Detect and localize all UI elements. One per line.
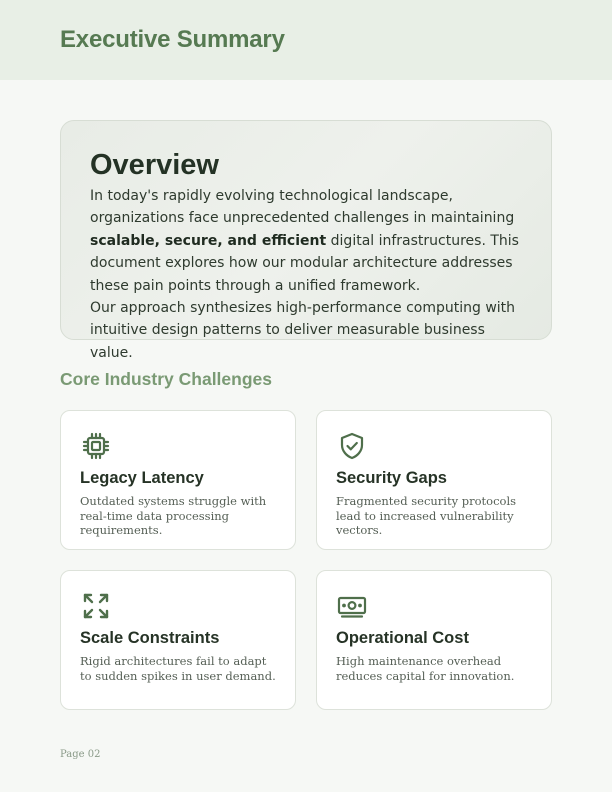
- page-number: Page 02: [60, 749, 101, 760]
- expand-arrows-icon: [81, 591, 111, 621]
- section-title: Core Industry Challenges: [60, 369, 272, 389]
- page-title: Executive Summary: [60, 26, 285, 53]
- overview-paragraph-2: Our approach synthesizes high-performance computing with intuitive design patterns to deliver measurable business value.: [90, 300, 516, 361]
- overview-text-bold: scalable, secure, and efficient: [90, 232, 327, 249]
- overview-body: [90, 185, 530, 364]
- header-band: [0, 0, 612, 80]
- card-text: Outdated systems struggle with real-time data processing requirements.: [80, 494, 267, 537]
- card-text: High maintenance overhead reduces capital for innovation.: [336, 654, 515, 683]
- shield-check-icon: [337, 431, 367, 461]
- overview-title: Overview: [90, 149, 219, 181]
- cpu-icon: [81, 431, 111, 461]
- card-title: Scale Constraints: [80, 629, 220, 647]
- overview-text-1a: In today's rapidly evolving technological landscape, organizations face unprecedented challenges in maintaining: [90, 188, 515, 227]
- challenge-card-operational-cost: [316, 570, 552, 710]
- card-text: Rigid architectures fail to adapt to sudden spikes in user demand.: [80, 654, 276, 683]
- challenge-card-legacy-latency: [60, 410, 296, 550]
- cash-icon: [337, 591, 367, 621]
- overview-paragraph-1: [90, 185, 530, 297]
- overview-text-1b: digital infrastructures. This document explores how our modular architecture addresses these pain points through a unified framework.: [90, 232, 519, 294]
- card-title: Security Gaps: [336, 469, 447, 487]
- overview-card: [60, 120, 552, 361]
- card-title: Legacy Latency: [80, 469, 204, 487]
- card-text: Fragmented security protocols lead to increased vulnerability vectors.: [336, 494, 517, 537]
- challenge-card-security-gaps: [316, 410, 552, 550]
- challenge-card-scale-constraints: [60, 570, 296, 710]
- card-title: Operational Cost: [336, 629, 469, 647]
